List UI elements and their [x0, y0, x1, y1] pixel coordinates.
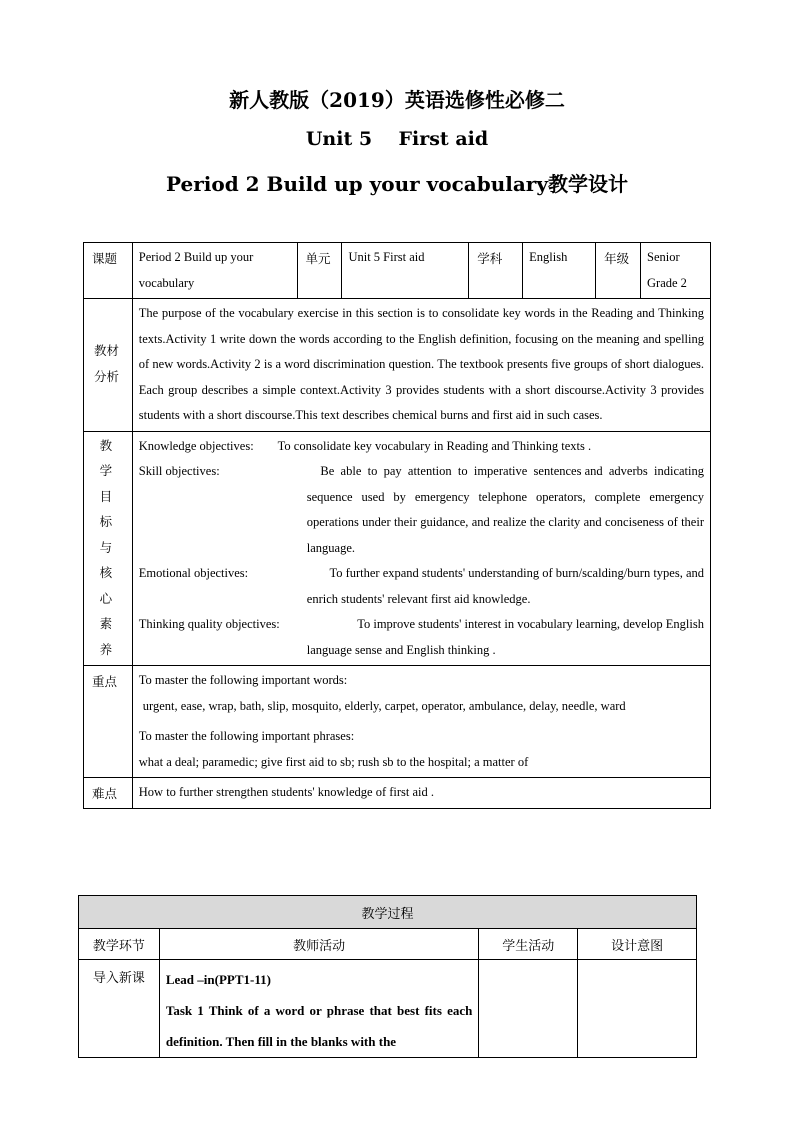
- col-stage: 教学环节: [79, 929, 160, 960]
- knowledge-objective: [139, 434, 704, 460]
- objectives-label: 教学目标与核心素养: [84, 431, 133, 666]
- lead-in-heading: Lead –in(PPT1-11): [165, 972, 271, 987]
- grade-value: Senior Grade 2: [641, 243, 711, 299]
- difficulties-text: How to further strengthen students' knowledge of first aid .: [132, 778, 710, 809]
- knowledge-label: Knowledge objectives:: [138, 438, 254, 453]
- key-points-content: [132, 666, 710, 778]
- subject-value: English: [523, 243, 596, 299]
- key-points-row: [84, 666, 711, 778]
- grade-label: 年级: [596, 243, 641, 299]
- knowledge-text: To consolidate key vocabulary in Reading and Thinking texts .: [277, 438, 592, 453]
- skill-text-rest: sequence used by emergency telephone operators, complete emergency operations under their guidance, and realize the clarity and conciseness of their language.: [306, 489, 704, 555]
- difficulties-label: 难点: [84, 778, 133, 809]
- process-title: 教学过程: [79, 896, 697, 929]
- document-title: 新人教版（2019）英语选修性必修二: [229, 88, 565, 112]
- thinking-text-line1: To improve students' interest in vocabulary learning, develop English: [357, 617, 704, 631]
- skill-objective: [139, 459, 704, 485]
- topic-label: 课题: [84, 243, 133, 299]
- period-title: Period 2 Build up your vocabulary教学设计: [166, 172, 628, 196]
- emotional-text-rest: enrich students' relevant first aid knowledge.: [306, 591, 531, 606]
- thinking-label: Thinking quality objectives:: [138, 617, 280, 631]
- teacher-activity: [159, 960, 479, 1058]
- analysis-text: The purpose of the vocabulary exercise in this section is to consolidate key words in the Reading and Thinking texts.Activity 1 write down the words according to the English definition, focusing on the meaning and spelling of new words.Activity 2 is a word discrimination question. The textbook presents five groups of short dialogues. Each group describes a simple context.Activity 3 provides students with a short discourse.Activity 3 provides students with a short discourse.This text describes chemical burns and first aid in such cases.: [132, 299, 710, 432]
- analysis-label: 教材分析: [84, 299, 133, 432]
- unit-value: Unit 5 First aid: [342, 243, 469, 299]
- objectives-row: [84, 431, 711, 666]
- stage-lead-in: 导入新课: [79, 960, 160, 1058]
- topic-value: Period 2 Build up your vocabulary: [132, 243, 297, 299]
- info-row: [84, 243, 711, 299]
- difficulties-row: [84, 778, 711, 809]
- teaching-process-table: [78, 895, 697, 1058]
- col-purpose: 设计意图: [578, 929, 697, 960]
- col-student: 学生活动: [479, 929, 578, 960]
- student-activity: [479, 960, 578, 1058]
- words-intro: To master the following important words:: [138, 673, 348, 687]
- unit-title: Unit 5 First aid: [305, 128, 489, 150]
- col-teacher: 教师活动: [159, 929, 479, 960]
- phrases-list: what a deal; paramedic; give first aid to sb; rush sb to the hospital; a matter of: [138, 754, 529, 769]
- words-list: urgent, ease, wrap, bath, slip, mosquito, elderly, carpet, operator, ambulance, delay, needle, ward: [142, 698, 626, 713]
- skill-label: Skill objectives:: [138, 464, 220, 478]
- lesson-plan-table: [83, 242, 711, 809]
- thinking-objective: [139, 612, 704, 638]
- phrases-intro: To master the following important phrases:: [138, 729, 355, 743]
- objectives-content: [132, 431, 710, 666]
- subject-label: 学科: [469, 243, 523, 299]
- key-points-label: 重点: [84, 666, 133, 778]
- emotional-objective: [139, 561, 704, 587]
- task1-text: Task 1 Think of a word or phrase that best fits each definition. Then fill in the blanks with the: [165, 1003, 473, 1049]
- unit-label: 单元: [297, 243, 342, 299]
- skill-text-line1: Be able to pay attention to imperative sentences and adverbs indicating: [320, 464, 704, 478]
- design-purpose: [578, 960, 697, 1058]
- thinking-text-rest: language sense and English thinking .: [306, 642, 496, 657]
- analysis-row: [84, 299, 711, 432]
- emotional-label: Emotional objectives:: [138, 566, 249, 580]
- emotional-text-line1: To further expand students' understanding of burn/scalding/burn types, and: [329, 566, 704, 580]
